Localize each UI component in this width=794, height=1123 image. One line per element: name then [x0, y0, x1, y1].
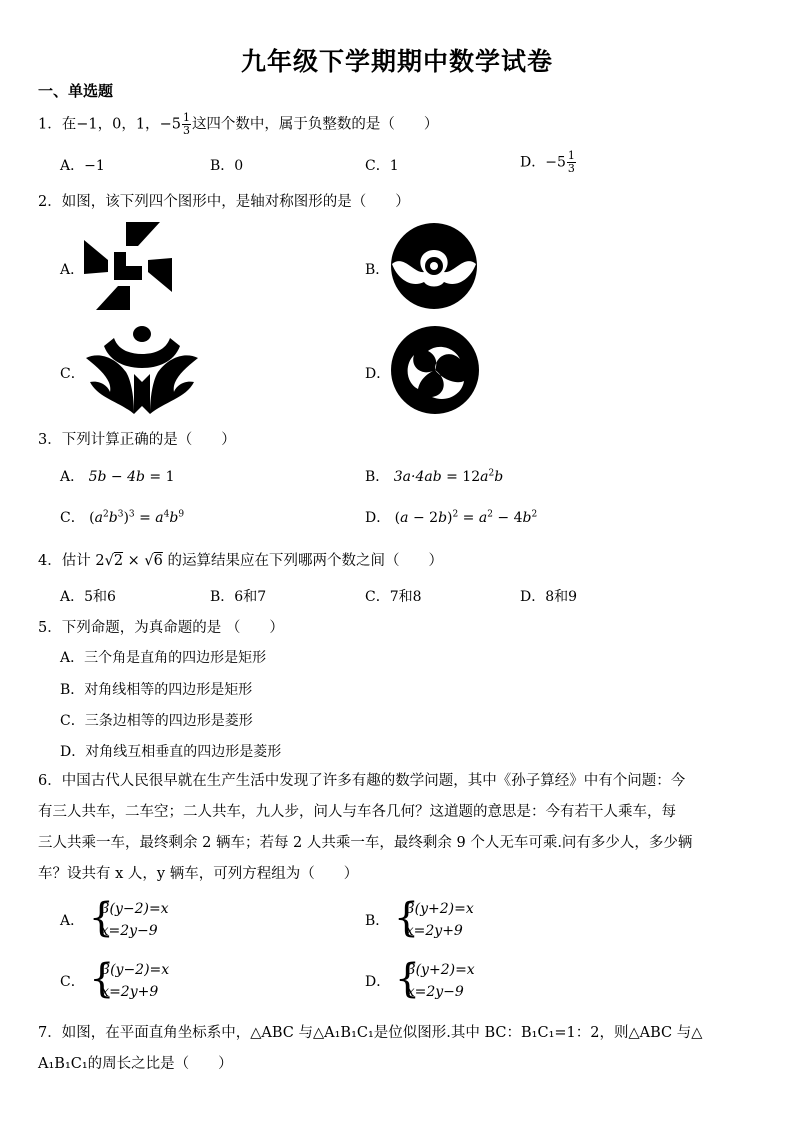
q1-fraction: $\frac{1}{3}$ — [182, 111, 190, 137]
q6-option-a[interactable]: A． { 3(y−2)=x x=2y−9 — [60, 895, 169, 941]
shield-figure — [84, 322, 200, 416]
q4-option-b[interactable]: B．6和7 — [210, 589, 267, 605]
q1-mixed-int: −5 — [159, 116, 181, 133]
q4-option-c[interactable]: C．7和8 — [365, 589, 422, 605]
question-6-stem: 6．中国古代人民很早就在生产生活中发现了许多有趣的数学问题，其中《孙子算经》中有个问题：今 有三人共车，二车空；二人共车，九人步，问人与车各几何？这道题的意思是：今有若干人乘车，每 三人共乘一车，最终剩余 2 辆车；若每 2 人共乘一车，最终剩余 9 个人无车可乘.问有多少人，多少辆 车？设共有 x 人，y 辆车，可列方程组为（ ） — [38, 773, 693, 882]
q2-option-a[interactable]: A． — [60, 262, 85, 278]
q1-text-b: 这四个数中，属于负整数的是（ ） — [191, 116, 439, 133]
question-1-stem — [38, 112, 438, 137]
q5-option-a[interactable]: A．三个角是直角的四边形是矩形 — [60, 650, 267, 666]
question-4-stem: 4．估计 2√2 × √6 的运算结果应在下列哪两个数之间（ ） — [38, 553, 443, 569]
q6-option-d[interactable]: D． { 3(y+2)=x x=2y−9 — [365, 956, 475, 1002]
q2-option-d[interactable]: D． — [365, 366, 391, 382]
pinwheel-figure — [82, 220, 174, 312]
section-heading: 一、单选题 — [38, 82, 114, 100]
q5-option-c[interactable]: C．三条边相等的四边形是菱形 — [60, 713, 253, 729]
q5-option-d[interactable]: D．对角线互相垂直的四边形是菱形 — [60, 744, 282, 760]
q5-option-b[interactable]: B．对角线相等的四边形是矩形 — [60, 682, 253, 698]
q1-option-b[interactable]: B．0 — [210, 158, 244, 174]
question-3-stem: 3．下列计算正确的是（ ） — [38, 432, 236, 448]
question-5-stem: 5．下列命题，为真命题的是 （ ） — [38, 620, 284, 636]
q3-option-c[interactable]: C． $(a^2b^3)^3 = a^4b^9$ — [60, 509, 185, 526]
q6-option-b[interactable]: B． { 3(y+2)=x x=2y+9 — [365, 895, 474, 941]
q3-option-a[interactable]: A． 5b − 4b = 1 — [60, 469, 175, 485]
q1-option-a[interactable]: A．−1 — [60, 158, 105, 174]
q1-option-d[interactable]: D．−5 $\frac{1}{3}$ — [520, 149, 575, 175]
q1-option-c[interactable]: C．1 — [365, 158, 399, 174]
wave-circle-figure — [390, 222, 478, 310]
q3-option-d[interactable]: D． $(a - 2b)^2 = a^2 - 4b^2$ — [365, 509, 538, 526]
q4-option-a[interactable]: A．5和6 — [60, 589, 116, 605]
q1-text-a: 1．在−1，0，1， — [38, 116, 160, 133]
tomoe-figure — [390, 325, 480, 415]
question-7-stem: 7．如图，在平面直角坐标系中，△ABC 与△A₁B₁C₁是位似图形.其中 BC：B₁C₁=1：2，则△ABC 与△ A₁B₁C₁的周长之比是（ ） — [38, 1025, 703, 1072]
q4-option-d[interactable]: D．8和9 — [520, 589, 578, 605]
q3-option-b[interactable]: B． $3a\cdot 4ab = 12a^2b$ — [365, 468, 504, 485]
q6-option-c[interactable]: C． { 3(y−2)=x x=2y+9 — [60, 956, 170, 1002]
q2-option-c[interactable]: C． — [60, 366, 85, 382]
question-2-stem: 2．如图，该下列四个图形中，是轴对称图形的是（ ） — [38, 194, 410, 210]
page-title: 九年级下学期期中数学试卷 — [240, 47, 553, 76]
q2-option-b[interactable]: B． — [365, 262, 390, 278]
